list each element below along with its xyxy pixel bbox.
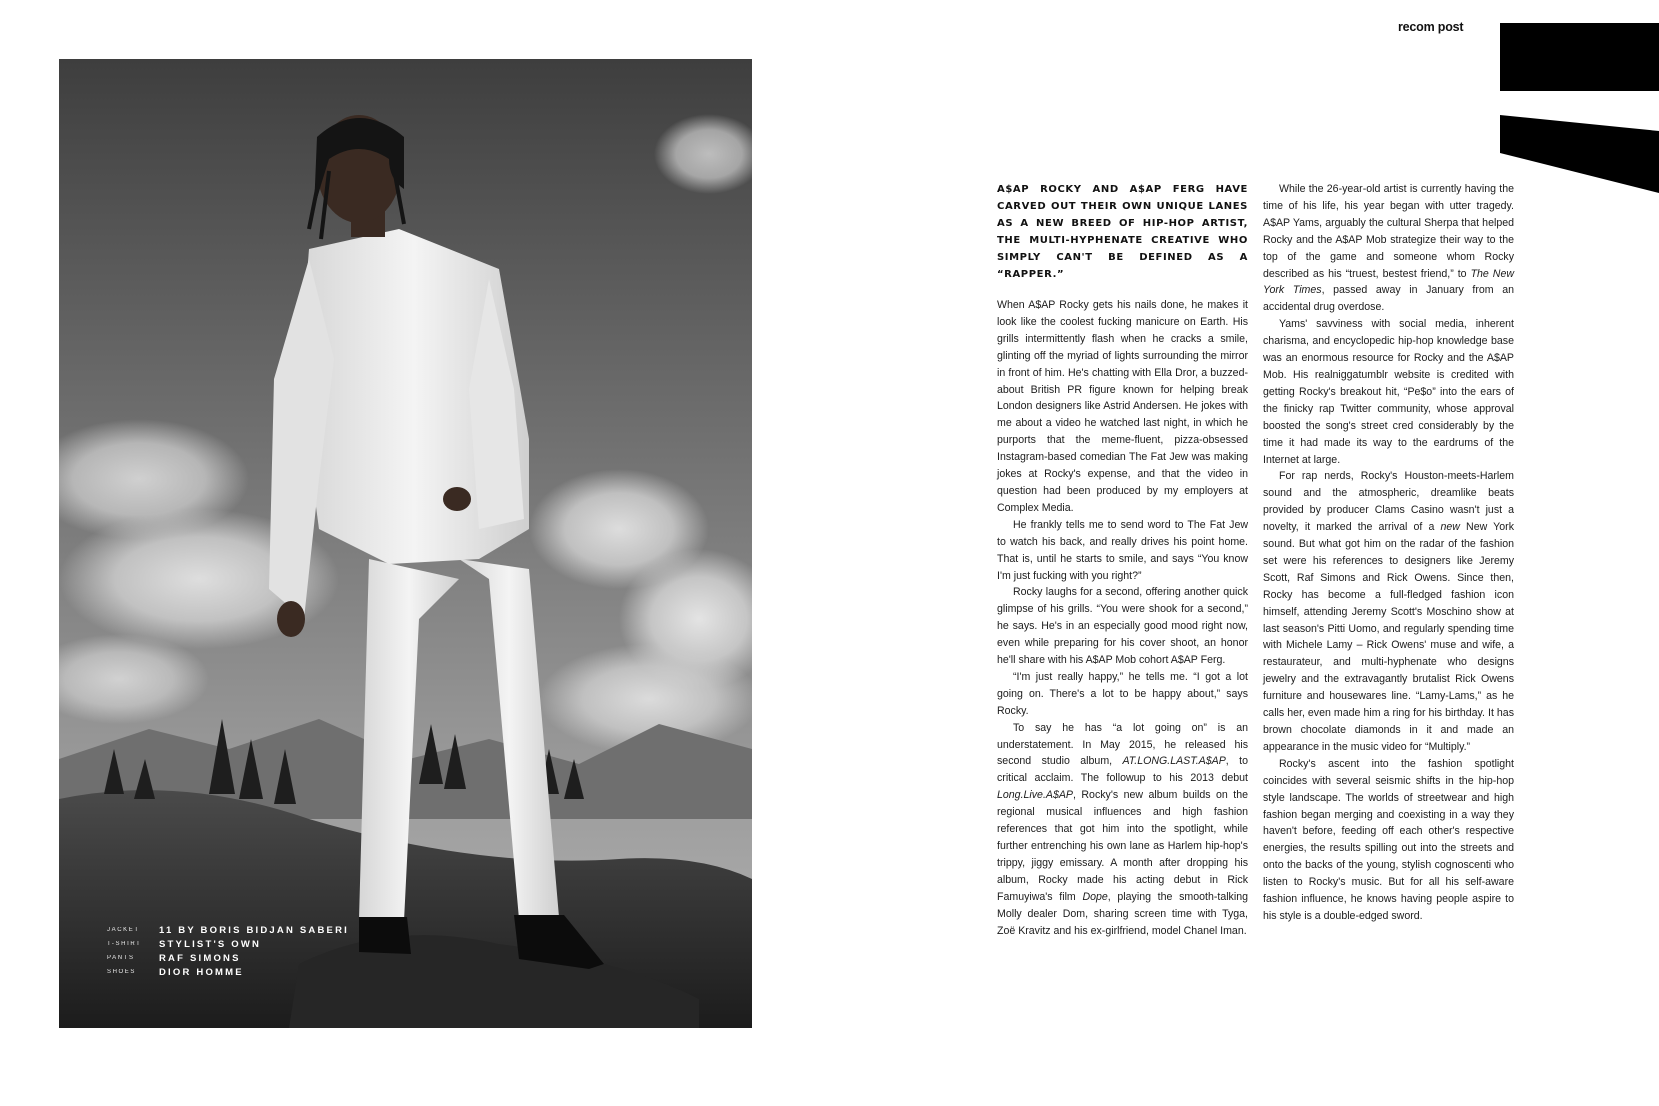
text-run: For rap nerds, Rocky's Houston-meets-Harlem sound and the atmospheric, dreamlike beats provided by producer Clams Casino wasn't just a novelty, it marked the arrival of a	[1263, 470, 1514, 534]
article-column-left	[997, 181, 1248, 939]
credit-value-pants: RAF SIMONS	[159, 953, 241, 964]
credit-value-shoes: DIOR HOMME	[159, 967, 244, 978]
article-paragraph: When A$AP Rocky gets his nails done, he makes it look like the coolest fucking manicure on Earth. His grills intermittently flash when he cracks a smile, glinting off the myriad of lights surrounding the mirror in front of him. He's chatting with Ella Dror, a buzzed-about British PR figure known for helping break London designers like Astrid Andersen. He jokes with me about a video he watched last night, in which he purports that the meme-fluent, pizza-obsessed Instagram-based comedian The Fat Jew was making jokes at Rocky's expense, and that the video in question had been produced by my employers at Complex Media.	[997, 299, 1248, 514]
emphasis: new	[1440, 521, 1460, 534]
article-paragraph	[1263, 181, 1514, 316]
fashion-photograph	[59, 59, 752, 1028]
album-title: Long.Live.A$AP	[997, 789, 1073, 802]
text-run: While the 26-year-old artist is currently having the time of his life, his year began with utter tragedy. A$AP Yams, arguably the cultural Sherpa that helped Rocky and the A$AP Mob strategize their way to the top of the game and someone whom Rocky described as his “truest, bestest friend,” to	[1263, 183, 1514, 280]
credit-label-tshirt: T-SHIRT	[107, 941, 142, 947]
credit-value-jacket: 11 BY BORIS BIDJAN SABERI	[159, 925, 349, 936]
article-paragraph	[997, 720, 1248, 940]
article-paragraph	[1263, 468, 1514, 755]
article-column-right	[1263, 181, 1514, 925]
section-label: recom post	[1398, 20, 1464, 34]
album-title: AT.LONG.LAST.A$AP	[1122, 755, 1226, 768]
text-run: New York sound. But what got him on the radar of the fashion set were his references to designers like Jeremy Scott, Raf Simons and Rick Owens. Since then, Rocky has become a full-fledged fashion icon himself, attending Jeremy Scott's Moschino show at last season's Pitti Uomo, and regularly spending time with Michele Lamy – Rick Owens' muse and wife, a restaurateur, and multi-hyphenate who designs jewelry and the extravagantly brutalist Rick Owens furniture and housewares line. “Lamy-Lams,” as he calls her, even made him a ring for his birthday. It has brown chocolate diamonds in it and made an appearance in the music video for “Multiply.”	[1263, 521, 1514, 753]
text-run: , passed away in January from an accidental drug overdose.	[1263, 284, 1514, 314]
publication-title: The New York Times	[1263, 267, 1515, 297]
text-run: , playing the smooth-talking Molly dealer Dom, sharing screen time with Tyga, Zoë Kravitz and his ex-girlfriend, model Chanel Iman.	[997, 890, 1248, 937]
film-title: Dope	[1082, 890, 1108, 903]
credit-label-shoes: SHOES	[107, 969, 137, 975]
text-run: , Rocky's new album builds on the regional musical influences and high fashion references that got him into the spotlight, while further entrenching his own lane as Harlem hip-hop's trippy, jiggy emissary. A month after dropping his album, Rocky made his acting debut in Rick Famuyiwa's film	[997, 789, 1248, 903]
credit-label-jacket: JACKET	[107, 927, 140, 933]
article-dek: A$AP ROCKY AND A$AP FERG HAVE CARVED OUT THEIR OWN UNIQUE LANES AS A NEW BREED OF HIP-HOP ARTIST, THE MULTI-HYPHENATE CREATIVE WHO SIMPLY CAN'T BE DEFINED AS A “RAPPER.”	[997, 184, 1248, 280]
photo-illustration	[59, 59, 752, 1028]
article-paragraph: “I'm just really happy,” he tells me. “I got a lot going on. There's a lot to be happy about,” says Rocky.	[997, 670, 1248, 717]
clothing-credits	[107, 925, 349, 978]
article-paragraph: Rocky laughs for a second, offering another quick glimpse of his grills. “You were shook for a second,” he says. He's in an especially good mood right now, even while preparing for his cover shoot, an honor he'll share with his A$AP Mob cohort A$AP Ferg.	[997, 586, 1248, 667]
corner-graphic	[1500, 23, 1659, 193]
credit-value-tshirt: STYLIST'S OWN	[159, 939, 262, 950]
credit-label-pants: PANTS	[107, 955, 135, 961]
text-run: To say he has “a lot going on” is an understatement. In May 2015, he released his second studio album,	[997, 721, 1248, 768]
article-paragraph: He frankly tells me to send word to The Fat Jew to watch his back, and really drives his point home. That is, until he starts to smile, and says “You know I'm just fucking with you right?”	[997, 518, 1248, 582]
article-paragraph: Yams' savviness with social media, inherent charisma, and encyclopedic hip-hop knowledge base was an enormous resource for Rocky and the A$AP Mob. His realniggatumblr website is credited with getting Rocky's breakout hit, “Pe$o” into the ears of the finicky rap Twitter community, whose approval boosted the song's street cred considerably by the time it had made its way to the eardrums of the Internet at large.	[1263, 318, 1514, 466]
article-paragraph: Rocky's ascent into the fashion spotlight coincides with several seismic shifts in the hip-hop style landscape. The worlds of streetwear and high fashion began merging and coexisting in a way they haven't before, feeding off each other's respective energies, the results spilling out into the streets and onto the backs of the young, stylish cognoscenti who listen to Rocky's music. But for all his self-aware fashion influence, he knows having people aspire to his style is a double-edged sword.	[1263, 757, 1514, 922]
text-run: , to critical acclaim. The followup to his 2013 debut	[997, 755, 1248, 785]
